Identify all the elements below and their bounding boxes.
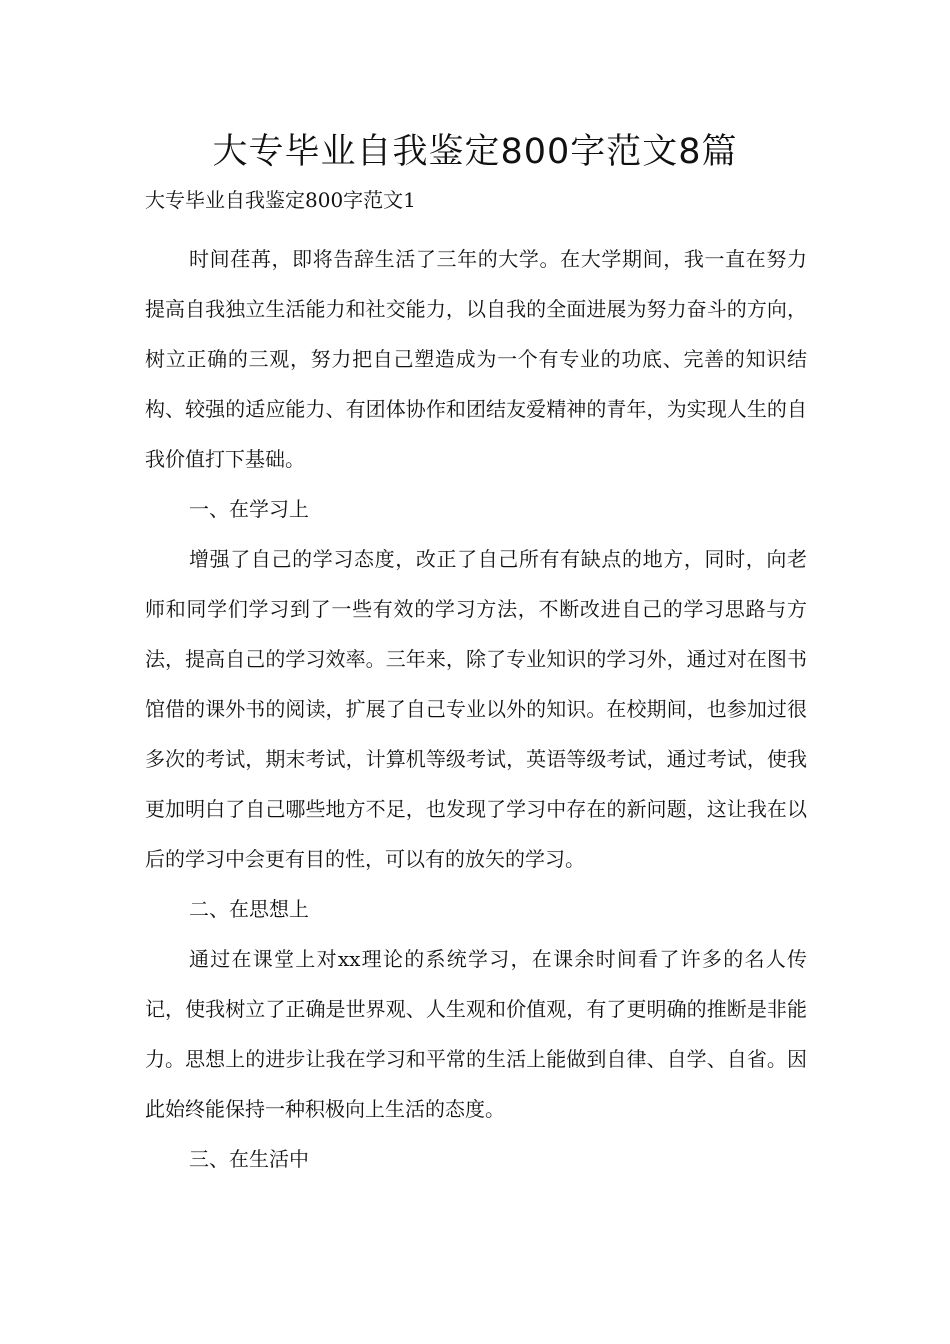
paragraph-thought: 通过在课堂上对xx理论的系统学习，在课余时间看了许多的名人传记，使我树立了正确是世界观、人生观和价值观，有了更明确的推断是非能力。思想上的进步让我在学习和平常的生活上能做到自律、自学、自省。因此始终能保持一种积极向上生活的态度。 [145, 947, 807, 1121]
heading-study: 一、在学习上 [189, 497, 309, 521]
heading-thought: 二、在思想上 [189, 897, 309, 921]
document-title: 大专毕业自我鉴定800字范文8篇 [212, 132, 738, 172]
heading-life: 三、在生活中 [189, 1147, 309, 1171]
paragraph-study: 增强了自己的学习态度，改正了自己所有有缺点的地方，同时，向老师和同学们学习到了一些有效的学习方法，不断改进自己的学习思路与方法，提高自己的学习效率。三年来，除了专业知识的学习外，通过对在图书馆借的课外书的阅读，扩展了自己专业以外的知识。在校期间，也参加过很多次的考试，期末考试，计算机等级考试，英语等级考试，通过考试，使我更加明白了自己哪些地方不足，也发现了学习中存在的新问题，这让我在以后的学习中会更有目的性，可以有的放矢的学习。 [145, 547, 807, 871]
section-subtitle: 大专毕业自我鉴定800字范文1 [145, 188, 416, 212]
document-body [145, 184, 807, 1184]
paragraph-intro: 时间荏苒，即将告辞生活了三年的大学。在大学期间，我一直在努力提高自我独立生活能力和社交能力，以自我的全面进展为努力奋斗的方向，树立正确的三观，努力把自己塑造成为一个有专业的功底、完善的知识结构、较强的适应能力、有团体协作和团结友爱精神的青年，为实现人生的自我价值打下基础。 [145, 247, 807, 471]
